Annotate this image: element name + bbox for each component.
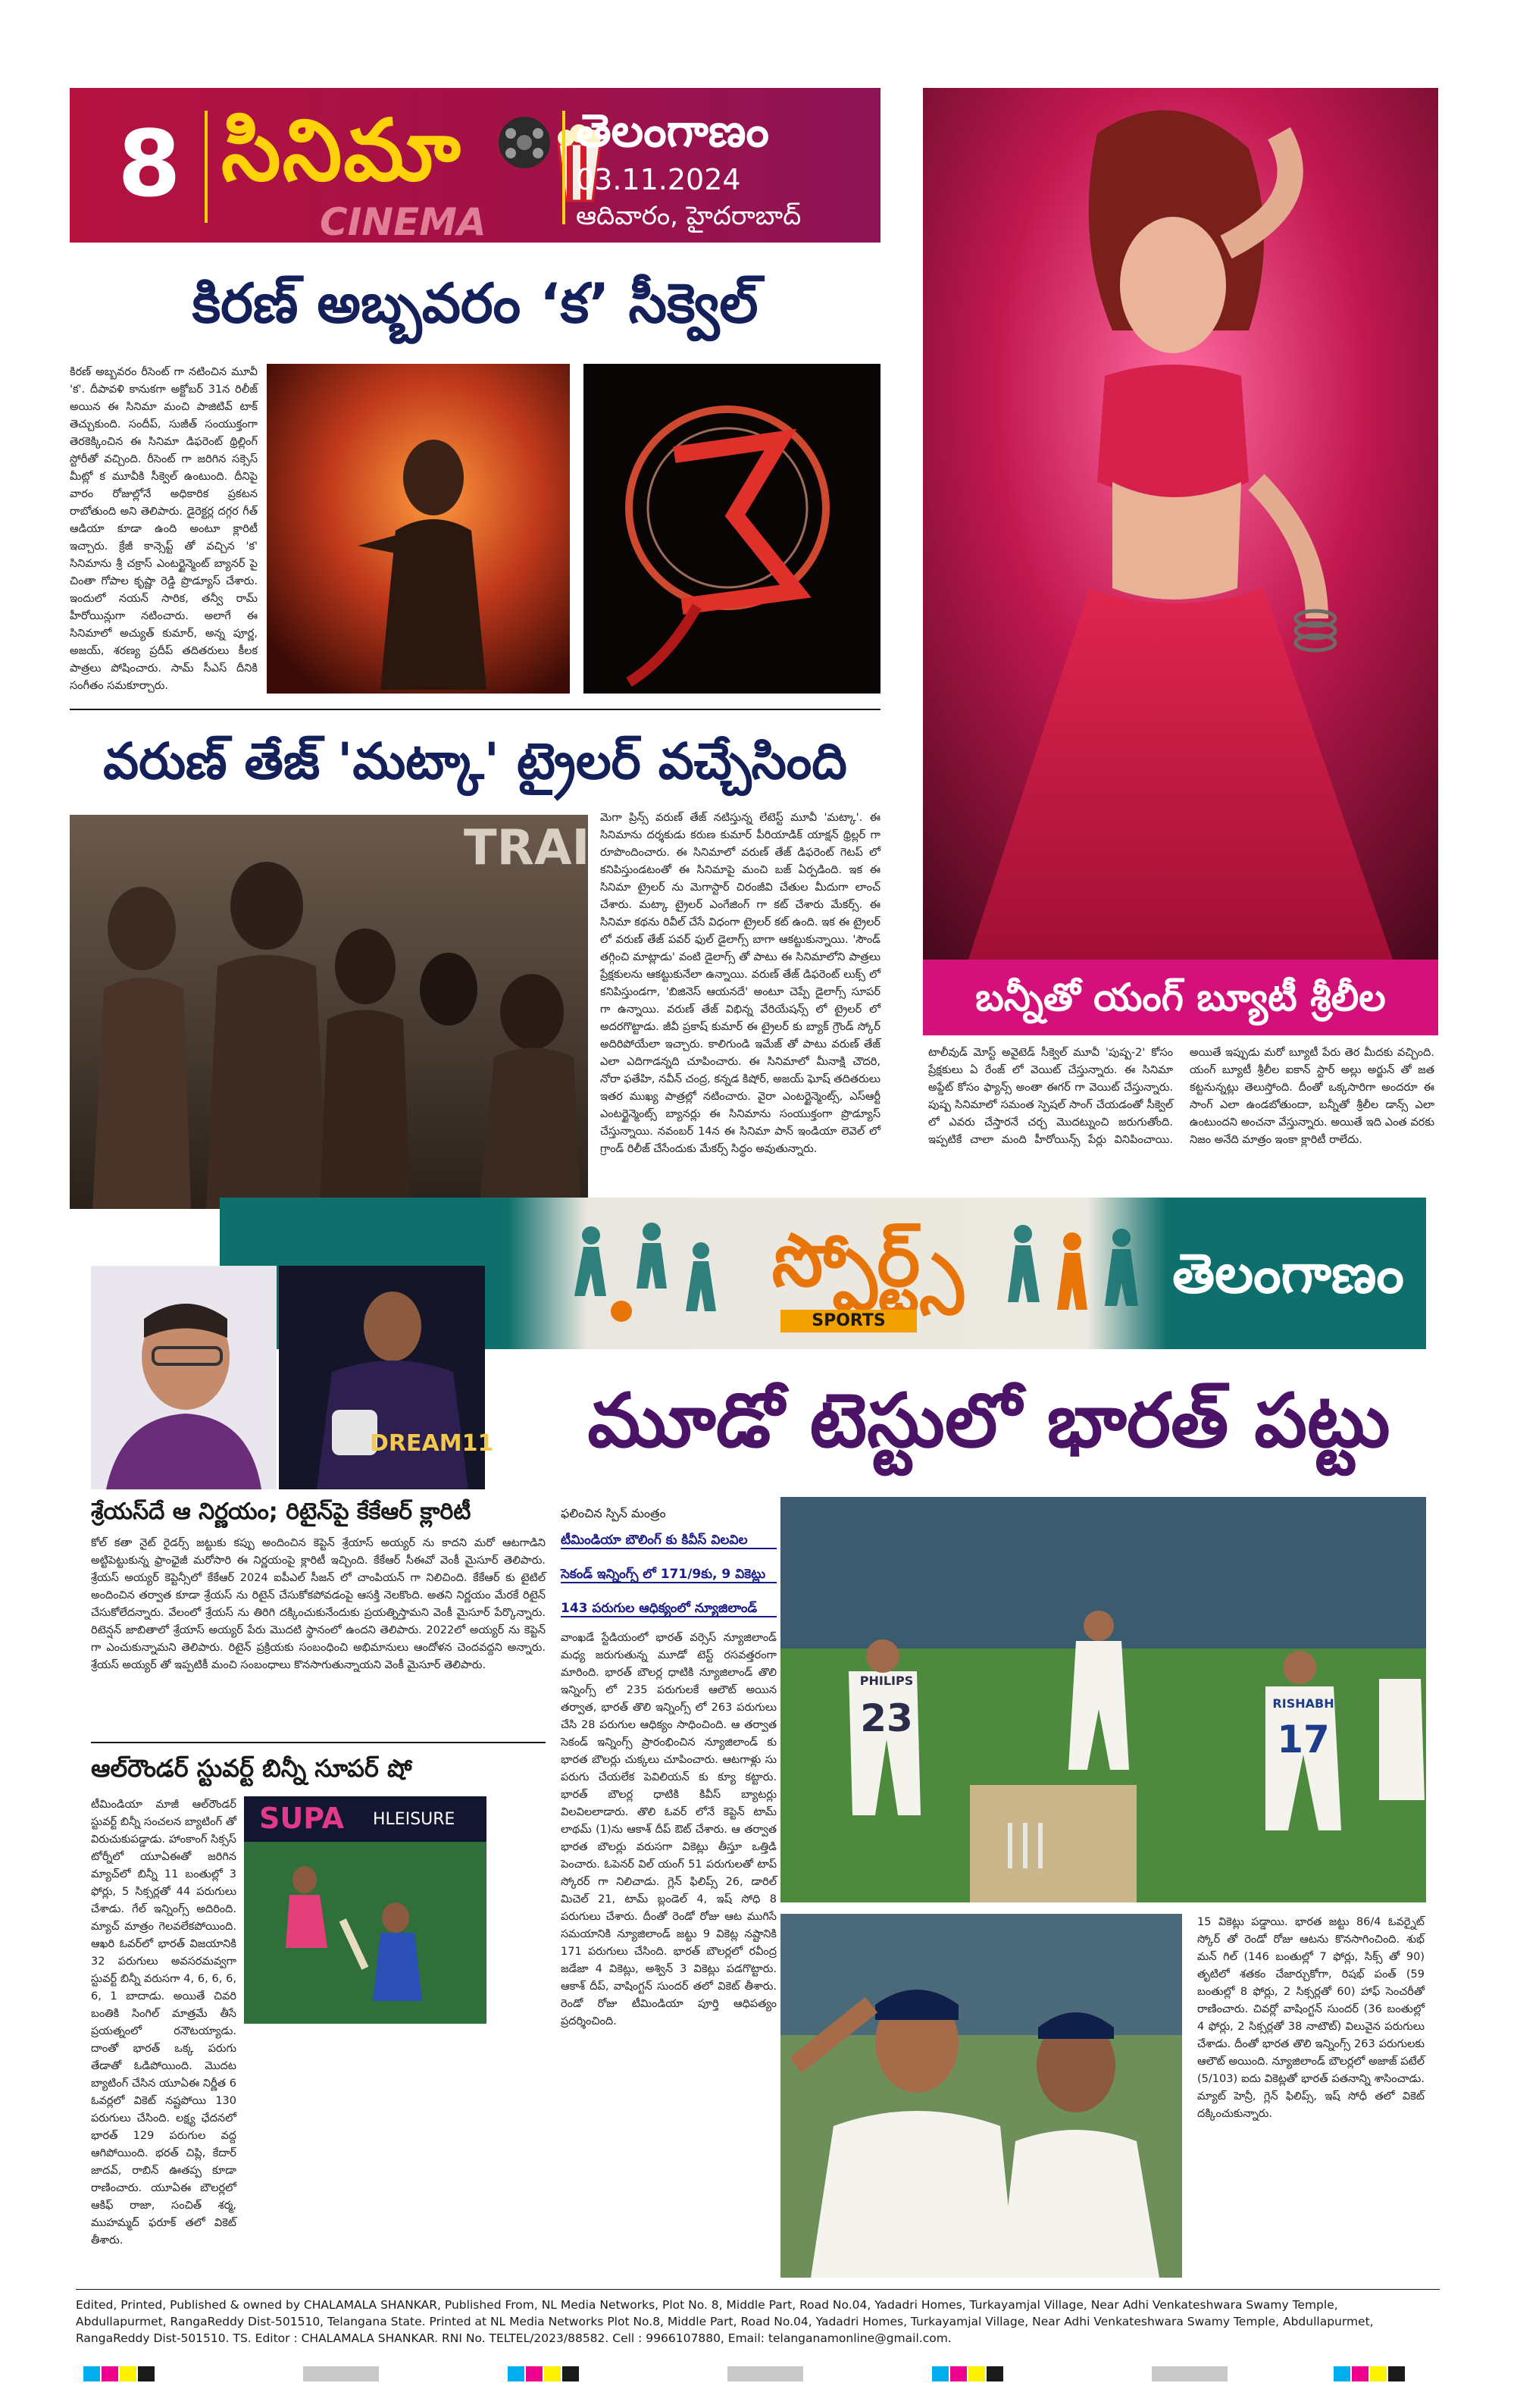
sports-section-title: స్పోర్ట్స్	[771, 1218, 964, 1303]
story-shreyas-headline: శ్రేయస్‌దే ఆ నిర్ణయం; రిటైన్‌పై కేకేఆర్ క్లారిటీ	[91, 1498, 471, 1525]
section-divider-2	[91, 1742, 546, 1743]
sports-bullet-1: టీమిండియా బౌలింగ్ కు కివీస్ విలవిల	[561, 1531, 777, 1549]
section-divider	[70, 709, 880, 710]
masthead-divider-2	[562, 111, 565, 224]
story-ka-headline: కిరణ్ అబ్బవరం ‘క’ సీక్వెల్	[192, 271, 758, 335]
sports-right-body: 15 వికెట్లు పడ్డాయి. భారత జట్టు 86/4 ఓవర్నైట్ స్కోర్ తో రెండో రోజు ఆటను కొనసాగించింది. శుభ్ మన్ గిల్ (146 బంతుల్లో 7 ఫోర్లు, సిక్స్ తో 90) తృటిలో శతకం చేజార్చుకోగా, రిషభ్ పంత్ (59 బంతుల్లో 8 ఫోర్లు, 2 సిక్సర్లతో 60) హాఫ్ సెంచరీతో రాణించారు. చివర్లో వాషింగ్టన్ సుందర్ (36 బంతుల్లో 4 ఫోర్లు, 2 సిక్సర్లతో 38 నాటౌట్) విలువైన పరుగులు చేశాడు. దీంతో భారత తొలి ఇన్నింగ్స్ 263 పరుగులకు ఆలౌట్ అయింది. న్యూజిలాండ్ బౌలర్లలో అజాజ్ పటేల్ (5/103) ఐదు వికెట్లతో భారత్ పతనాన్ని శాసించాడు. మ్యాట్ హెన్రీ, గ్లెన్ ఫిలిప్స్, ఇష్ సోధీ తలో వికెట్ దక్కించుకున్నారు.	[1197, 1916, 1425, 2120]
sports-section-title-en: SPORTS	[780, 1310, 917, 1332]
ka-movie-still	[267, 364, 570, 694]
sports-kicker: ఫలించిన స్పిన్ మంత్రం	[561, 1506, 666, 1520]
page-number: 8	[117, 112, 181, 218]
registration-mark	[83, 2366, 174, 2381]
story-binny-headline: ఆల్‌రౌండర్ స్టువర్ట్ బిన్నీ సూపర్ షో	[91, 1754, 412, 1783]
sports-bullet-2: సెకండ్ ఇన్నింగ్స్ లో 171/9కు, 9 వికెట్లు	[561, 1565, 777, 1583]
sports-brand: తెలంగాణం	[1172, 1242, 1404, 1305]
newspaper-brand: తెలంగాణం	[576, 105, 769, 158]
masthead-divider	[205, 111, 208, 223]
stadium-banner-sub: HLEISURE	[373, 1810, 455, 1829]
story-shreyas-body: కోల్ కతా నైట్ రైడర్స్ జట్టుకు కప్పు అందించిన కెప్టెన్ శ్రేయాస్ అయ్యర్ ను కాదని మరో ఆటగాడిని అట్టిపెట్టుకున్న ఫ్రాంఛైజీ మరోసారి ఈ నిర్ణయంపై క్లారిటీ ఇచ్చింది. కేకేఆర్ సీఈవో వెంకీ మైసూర్ తెలిపారు. శ్రేయస్ అయ్యర్ కెప్టెన్సీలో కేకేఆర్ 2024 ఐపీఎల్ సీజన్ లో చాంపియన్ గా నిలిచింది. కేకేఆర్ కు టైటిల్ అందించిన తర్వాత కూడా శ్రేయస్ ను రిటైన్ చేసుకోకపోవడంపై ఆసక్తి నెలకొంది. అతని నిర్ణయం మేరకే రిటైన్ చేసుకోలేదన్నారు. వేలంలో శ్రేయస్ ను తిరిగి దక్కించుకునేందుకు ప్రయత్నిస్తామని వెంకీ మైసూర్ పేర్కొన్నారు. రిటెన్షన్ జాబితాలో శ్రేయాస్ అయ్యర్ పేరు మొదటి స్థానంలో ఉందని తెలిపారు. 2022లో అయ్యర్ ను కెప్టెన్ గా ఎంచుకున్నామని తెలిపారు. రిటైన్ ప్రక్రియకు సంబంధించి అభిమానులు ఆందోళన చెందవద్దని అన్నారు. శ్రేయస్ అయ్యర్ తో ఇప్పటికీ మంచి సంబంధాలు కొనసాగుతున్నాయని వెంకీ మైసూర్ తెలిపారు.	[91, 1537, 546, 1671]
gray-bar	[727, 2366, 803, 2381]
issue-date: 03.11.2024	[576, 163, 741, 196]
registration-mark	[1334, 2366, 1425, 2381]
story-matka-headline: వరుణ్ తేజ్ 'మట్కా' ట్రైలర్ వచ్చేసింది	[103, 732, 847, 791]
jersey-number-1: 23	[860, 1696, 913, 1740]
section-title-en: CINEMA	[320, 200, 486, 244]
india-celebration-photo	[780, 1497, 1426, 1902]
section-title: సినిమా	[221, 102, 462, 200]
imprint-line-3: RangaReddy Dist-501510. TS. Editor : CHALAMALA SHANKAR. RNI No. TELTEL/2023/88582. Cell : 9966107880, Email: telanganamonline@gmail.com.	[76, 2331, 952, 2345]
stuart-binny-photo	[244, 1796, 486, 2024]
story-sreeleela-body: టాలీవుడ్ మోస్ట్ అవైటెడ్ సీక్వెల్ మూవీ 'పుష్ప-2' కోసం ప్రేక్షకులు ఏ రేంజ్ లో వెయిట్ చేస్తున్నారు. ఈ సినిమా అప్డేట్ కోసం ఫ్యాన్స్ అంతా ఈగర్ గా వెయిట్ చేస్తున్నారు. పుష్ప సినిమాలో సమంత స్పెషల్ సాంగ్ చేయడంతో సీక్వెల్ లో ఎవరు చేస్తారనే చర్చ మొదట్నుంచి జరుగుతోంది. ఇప్పటికే చాలా మంది హీరోయిన్స్ పేర్లు వినిపించాయి. అయితే ఇప్పుడు మరో బ్యూటీ పేరు తెర మీదకు వచ్చింది. యంగ్ బ్యూటీ శ్రీలీల ఐకాన్ స్టార్ అల్లు అర్జున్ తో జత కట్టనున్నట్లు తెలుస్తోంది. దీంతో ఒక్కసారిగా అందరూ ఈ సాంగ్ ఎలా ఉండబోతుందా, బన్నీతో శ్రీలీల డాన్స్ ఎలా ఉంటుందని అంచనా వేస్తున్నారు. అయితే ఇది ఎంత వరకు నిజం అనేది మాత్రం ఇంకా క్లారిటీ రాలేదు.	[928, 1047, 1434, 1146]
sreeleela-caption: బన్నీతో యంగ్ బ్యూటీ శ్రీలీల	[923, 960, 1438, 1035]
footer-rule	[76, 2289, 1440, 2290]
imprint-line-2: Abdullapurmet, RangaReddy Dist-501510, Telangana State. Printed at NL Media Networks Plot No.8, Middle Part, Road No.04, Yadadri Homes, Turkayamjal Village, Near Adhi Venkateshwara Swamy Temple, Abdullapurmet,	[76, 2315, 1374, 2328]
jersey-sponsor-text: DREAM11	[370, 1430, 494, 1457]
cinema-masthead	[70, 88, 880, 243]
jersey-name-1: PHILIPS	[859, 1674, 914, 1688]
venky-mysore-photo	[91, 1266, 277, 1489]
matka-trailer-poster	[70, 815, 588, 1209]
registration-mark	[932, 2366, 1023, 2381]
athletes-silhouette-icon-2	[993, 1211, 1159, 1340]
issue-day-place: ఆదివారం, హైదరాబాద్	[576, 201, 802, 231]
sreeleela-photo	[923, 88, 1438, 960]
shreyas-iyer-photo	[279, 1266, 494, 1489]
sports-main-body: వాంఖడే స్టేడియంలో భారత్ వర్సెస్ న్యూజిలాండ్ మధ్య జరుగుతున్న మూడో టెస్ట్ రసవత్తరంగా మారింది. భారత్ బౌలర్ల ధాటికి న్యూజిలాండ్ తొలి ఇన్నింగ్స్ లో 235 పరుగులకే ఆలౌట్ అయిన తర్వాత, భారత్ తొలి ఇన్నింగ్స్ లో 263 పరుగులు చేసి 28 పరుగుల ఆధిక్యం సాధించింది. ఆ తర్వాత సెకండ్ ఇన్నింగ్స్ ప్రారంభించిన న్యూజిలాండ్ కు భారత బౌలర్లు చుక్కలు చూపించారు. ఆటగాళ్లు సు పరుగు చేయలేక పెవిలియన్ కు క్యూ కట్టారు. భారత్ బౌలర్ల ధాటికి కివీస్ బ్యాటర్లు విలవిలలాడారు. తొలి ఓవర్ లోనే కెప్టెన్ టామ్ లాథమ్ (1)ను ఆకాశ్ దీప్ ఔట్ చేశారు. ఆ తర్వాత భారత బౌలర్లు వరుసగా వికెట్లు తీస్తూ ఒత్తిడి పెంచారు. ఓపెనర్ విల్ యంగ్ 51 పరుగులతో టాప్ స్కోరర్ గా నిలిచాడు. గ్లెన్ ఫిలిప్స్ 26, డారిల్ మిచెల్ 21, టామ్ బ్లండెల్ 4, ఇష్ సోధి 8 పరుగులు చేశారు. దీంతో రెండో రోజు ఆట ముగిసే సమయానికి న్యూజిలాండ్ జట్టు 9 వికెట్ల నష్టానికి 171 పరుగులు చేసింది. భారత్ బౌలర్లలో రవీంద్ర జడేజా 4 వికెట్లు, అశ్విన్ 3 వికెట్లు పడగొట్టారు. ఆకాశ్ దీప్, వాషింగ్టన్ సుందర్ తలో వికెట్ తీశారు. రెండో రోజు టీమిండియా పూర్తి ఆధిపత్యం ప్రదర్శించింది.	[561, 1632, 777, 2028]
gray-bar	[303, 2366, 379, 2381]
ka-poster-image	[583, 364, 880, 694]
story-matka-body: మెగా ప్రిన్స్ వరుణ్ తేజ్ నటిస్తున్న లేటెస్ట్ మూవీ 'మట్కా'. ఈ సినిమాను దర్శకుడు కరుణ కుమార్ పీరియాడిక్ యాక్షన్ థ్రిల్లర్ గా రూపొందించారు. ఈ సినిమాలో వరుణ్ తేజ్ డిఫరెంట్ గెటప్ లో కనిపిస్తుండటంతో ఈ సినిమాపై మంచి బజ్ ఏర్పడింది. ఇక ఈ సినిమా ట్రైలర్ ను మెగాస్టార్ చిరంజీవి చేతుల మీదుగా లాంచ్ చేశారు. మట్కా ట్రైలర్ ఎంగేజింగ్ గా కట్ చేశారు మేకర్స్. ఈ సినిమా కథను రివీల్ చేసే విధంగా ట్రైలర్ కట్ ఉంది. ఇక ఈ ట్రైలర్ లో వరుణ్ తేజ్ పవర్ ఫుల్ డైలాగ్స్ బాగా ఆకట్టుకున్నాయి. 'సౌండ్ తగ్గించి మాట్లాడు' వంటి డైలాగ్స్ తో పాటు ఈ సినిమాలోని పాత్రలు ప్రేక్షకులను ఆకట్టుకునేలా ఉన్నాయి. వరుణ్ తేజ్ డిఫరెంట్ లుక్స్ లో కనిపిస్తుండగా, 'బిజినెస్ ఆయనదే' అంటూ చెప్పే డైలాగ్స్ సూపర్ గా ఉన్నాయి. వరుణ్ తేజ్ విభిన్న వేరియేషన్స్ లో ట్రైలర్ లో అదరగొట్టాడు. జీవీ ప్రకాష్ కుమార్ ఈ ట్రైలర్ కు బ్యాక్ గ్రౌండ్ స్కోర్ అదిరిపోయేలా ఇచ్చారు. కాలిగుండి ఇమేజ్ తో పాటు వరుణ్ తేజ్ ఎలా ఎదిగాడన్నది చూపించారు. ఈ సినిమాలో మీనాక్షి చౌదరి, నోరా ఫతేహి, నవీన్ చంద్ర, కన్నడ కిషోర్, అజయ్ ఘోష్ తదితరులు ఇతర ముఖ్య పాత్రల్లో నటించారు. వైరా ఎంటర్టైన్మెంట్స్, ఎస్ఆర్టీ ఎంటర్టైన్మెంట్స్ బ్యానర్లు ఈ సినిమాను సంయుక్తంగా ప్రొడ్యూస్ చేస్తున్నాయి. నవంబర్ 14న ఈ సినిమా పాన్ ఇండియా లెవెల్ లో గ్రాండ్ రిలీజ్ చేసేందుకు మేకర్స్ సిద్ధం అవుతున్నారు.	[600, 812, 880, 1155]
trailer-text: TRAI	[464, 820, 590, 876]
jersey-number-2: 17	[1277, 1718, 1330, 1761]
kohli-rohit-photo	[780, 1914, 1182, 2278]
story-ka-body: కిరణ్ అబ్బవరం రీసెంట్ గా నటించిన మూవీ 'క'. దీపావళి కానుకగా అక్టోబర్ 31న రిలీజ్ అయిన ఈ సినిమా మంచి పాజిటివ్ టాక్ తెచ్చుకుంది. సందీప్, సుజీత్ సంయుక్తంగా తెరకెక్కించిన ఈ సినిమా డిఫరెంట్ థ్రిల్లింగ్ స్టోరీతో వచ్చింది. రీసెంట్ గా జరిగిన సక్సెస్ మీట్లో క మూవీకి సీక్వెల్ ఉంటుంది. దీనిపై వారం రోజుల్లోనే అధికారిక ప్రకటన రాబోతుంది అని తెలిపారు. డైరెక్టర్ల దగ్గర గీత్ ఆడియా కూడా ఉంది అంటూ క్లారిటీ ఇచ్చారు. క్రేజీ కాన్సెప్ట్ తో వచ్చిన 'క' సినిమాను శ్రీ చక్రాస్ ఎంటర్టైన్మెంట్ బ్యానర్ పై చింతా గోపాల కృష్ణా రెడ్డి ప్రొడ్యూస్ చేశారు. ఇందులో నయన్ సారిక, తన్వీ రామ్ హీరోయిన్లుగా నటించారు. అలాగే ఈ సినిమాలో అచ్యుత్ కుమార్, అన్న పూర్ణ, అజయ్, శరణ్య ప్రదీప్ తదితరులు కీలక పాత్రలు పోషించారు. సామ్ సీఎస్ దీనికి సంగీతం సమకూర్చారు.	[70, 366, 258, 692]
stadium-banner-text: SUPA	[259, 1802, 344, 1835]
sports-main-headline: మూడో టెస్టులో భారత్ పట్టు	[587, 1378, 1390, 1464]
gray-bar	[1152, 2366, 1228, 2381]
registration-mark	[508, 2366, 599, 2381]
imprint-line-1: Edited, Printed, Published & owned by CHALAMALA SHANKAR, Published From, NL Media Networks, Plot No. 8, Middle Part, Road No.04, Yadadri Homes, Turkayamjal Village, Near Adhi Venkateshwara Swamy Temple,	[76, 2298, 1338, 2312]
sports-bullet-3: 143 పరుగుల ఆధిక్యంలో న్యూజిలాండ్	[561, 1599, 777, 1617]
athletes-silhouette-icon	[553, 1213, 735, 1342]
jersey-name-2: RISHABH	[1272, 1696, 1334, 1711]
story-binny-body: టీమిండియా మాజీ ఆల్‌రౌండర్ స్టువర్ట్ బిన్నీ సంచలన బ్యాటింగ్ తో విరుచుకుపడ్డాడు. హాంకాంగ్ సిక్సస్ టోర్నీలో యూఏఈతో జరిగిన మ్యాచ్‌లో బిన్నీ 11 బంతుల్లో 3 ఫోర్లు, 5 సిక్సర్లతో 44 పరుగులు చేశాడు. గేల్ ఇన్నింగ్స్ అదిరింది. మ్యాచ్ మాత్రం గెలవలేకపోయింది. ఆఖరి ఓవర్‌లో భారత్ విజయానికి 32 పరుగులు అవసరమవ్వగా స్టువర్ట్ బిన్నీ వరుసగా 4, 6, 6, 6, 6, 1 బాదాడు. అయితే చివరి బంతికి సింగిల్ మాత్రమే తీసే ప్రయత్నంలో రనౌటయ్యాడు. దాంతో భారత్ ఒక్క పరుగు తేడాతో ఓడిపోయింది. మొదట బ్యాటింగ్ చేసిన యూఏఈ నిర్ణీత 6 ఓవర్లలో వికెట్ నష్టపోయి 130 పరుగులు చేసింది. లక్ష్య ఛేదనలో భారత్ 129 పరుగుల వద్ద ఆగిపోయింది. భరత్ చిప్లి, కేదార్ జాదవ్, రాబిన్ ఊతప్ప కూడా రాణించారు. యూఏఈ బౌలర్లలో ఆకిఫ్ రాజా, సంచిత్ శర్మ, ముహమ్మద్ ఫరూక్ తలో వికెట్ తీశారు.	[91, 1799, 236, 2247]
